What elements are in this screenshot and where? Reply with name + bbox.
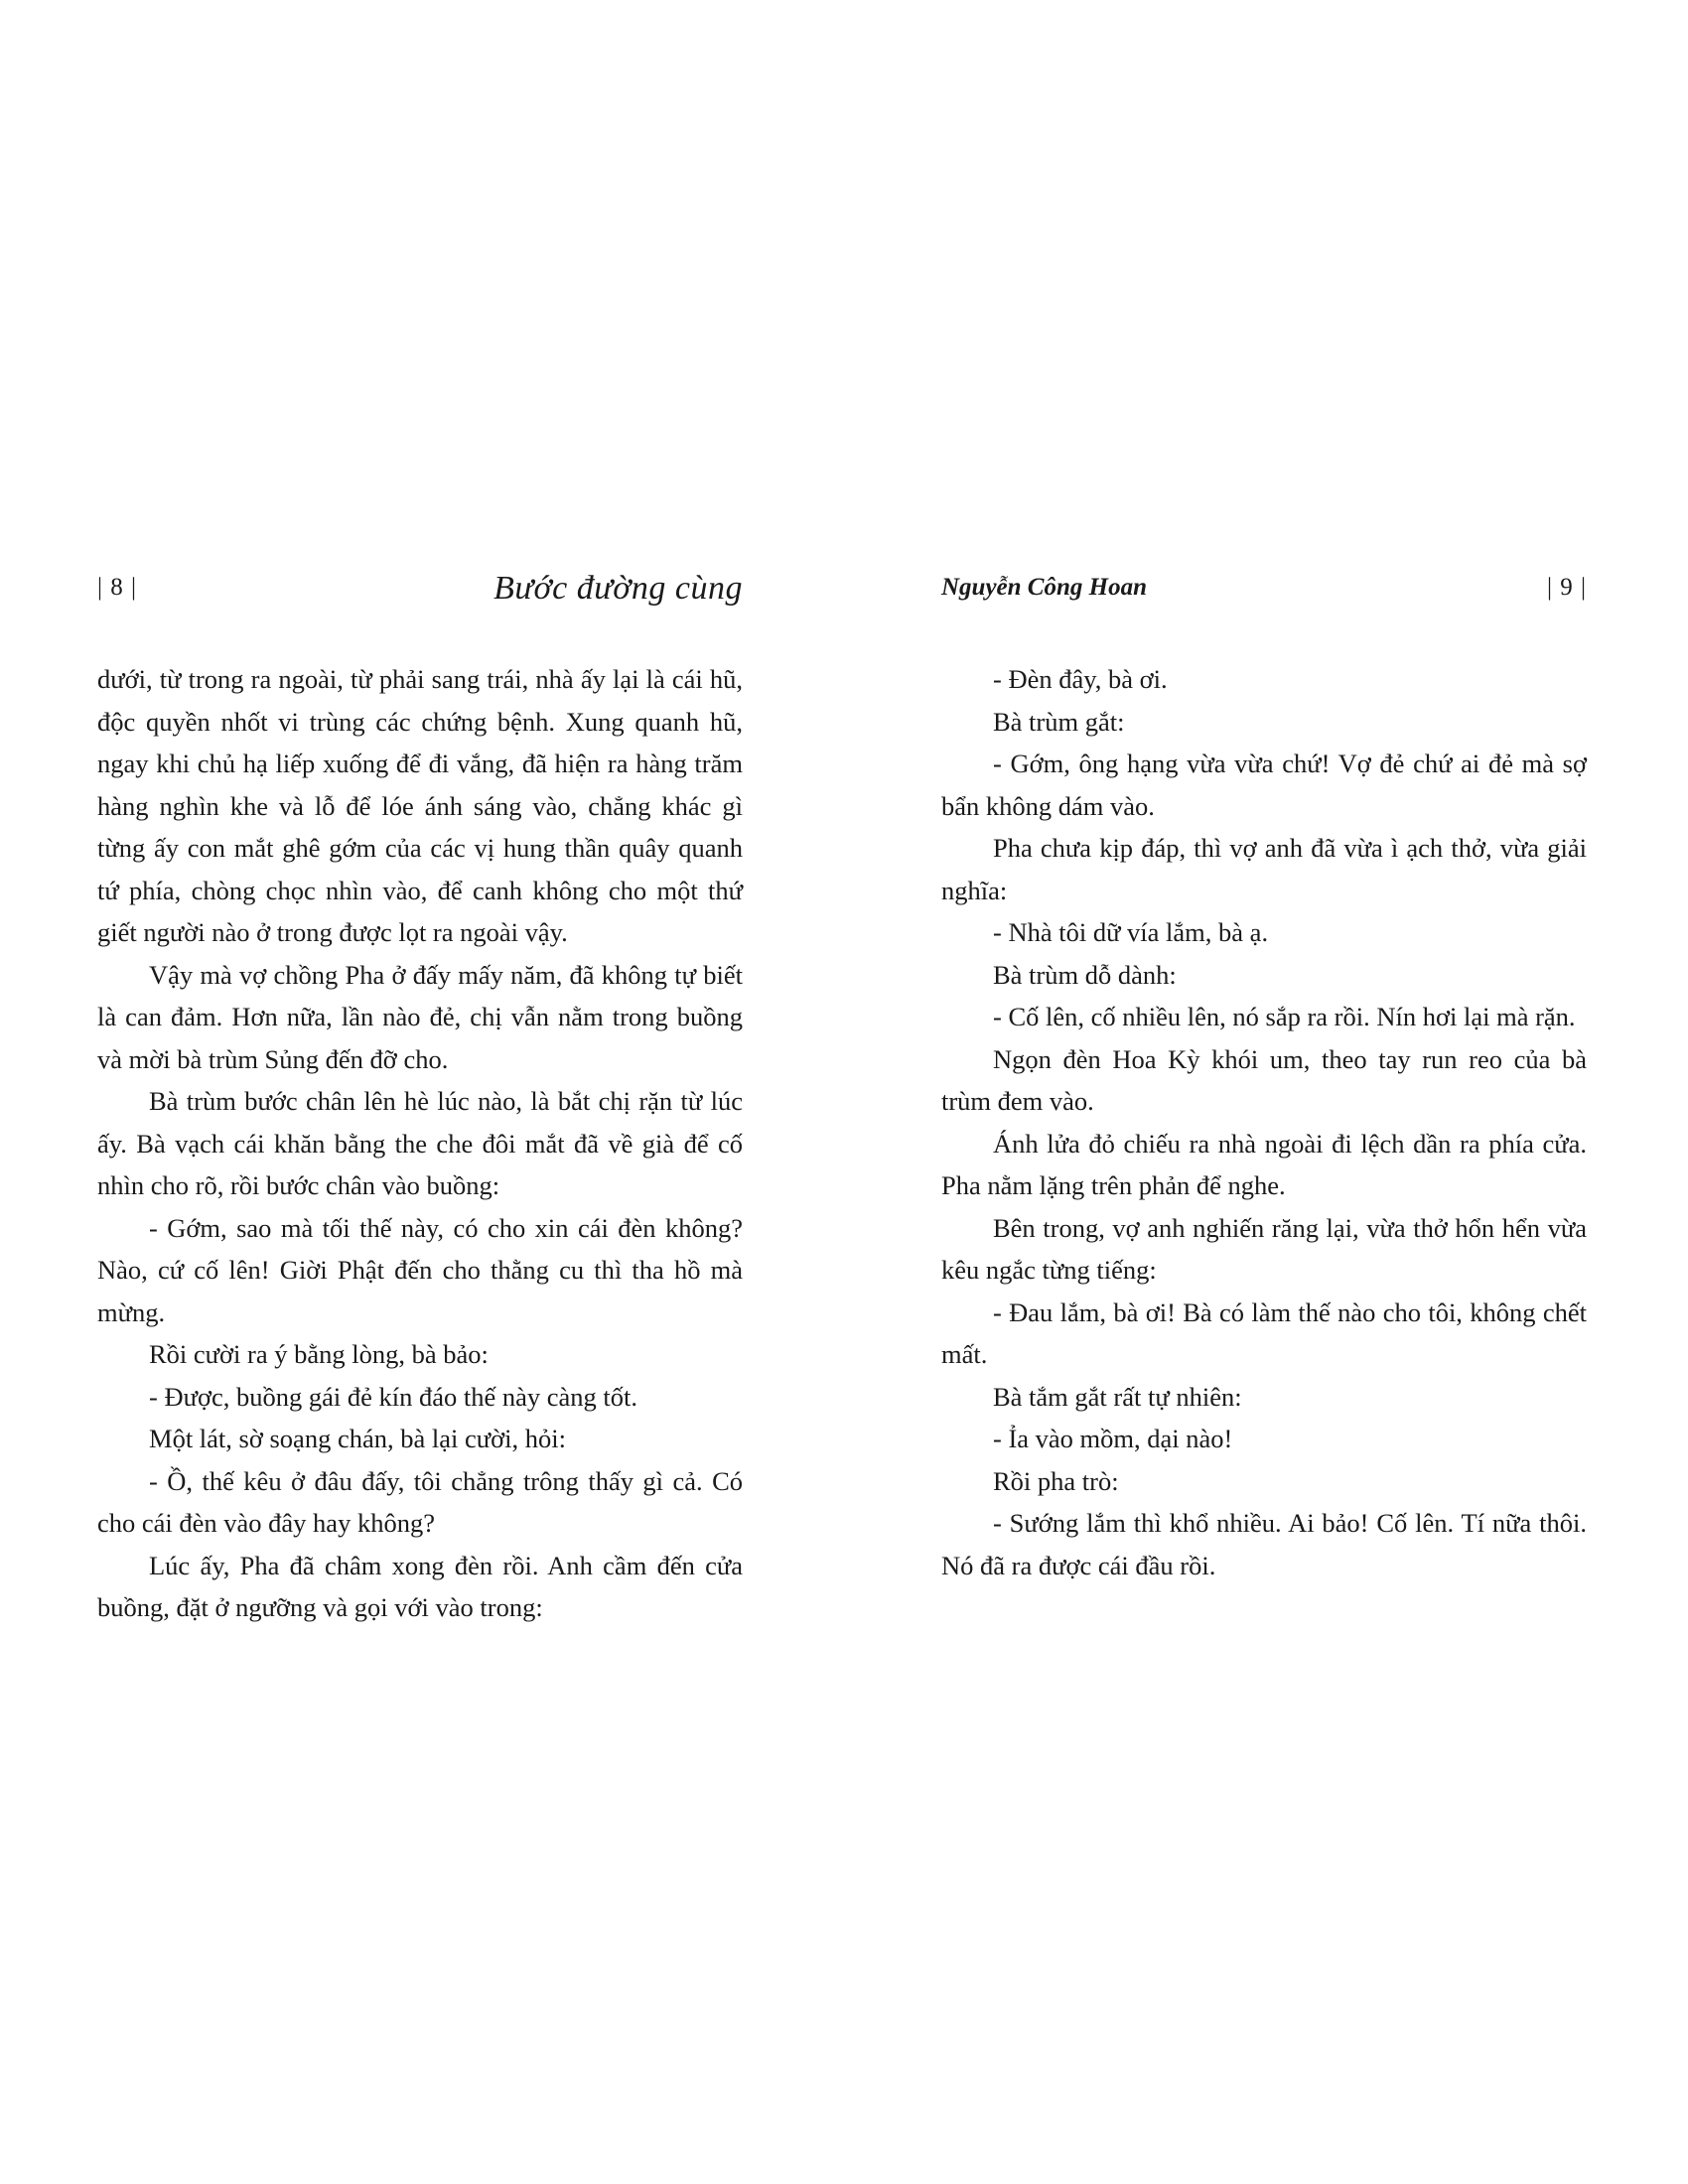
paragraph: Bà trùm gắt: [993, 706, 1125, 737]
paragraph: - Đèn đây, bà ơi. [993, 664, 1168, 694]
paragraph: - Gớm, sao mà tối thế này, có cho xin cái đèn không? Nào, cứ cố lên! Giời Phật đến cho thằng cu thì tha hồ mà mừng. [97, 1212, 743, 1327]
paragraph: Bà tắm gắt rất tự nhiên: [993, 1381, 1242, 1412]
paragraph: dưới, từ trong ra ngoài, từ phải sang trái, nhà ấy lại là cái hũ, độc quyền nhốt vi trùng các chứng bệnh. Xung quanh hũ, ngay khi chủ hạ liếp xuống để đi vắng, đã hiện ra hàng trăm hàng nghìn khe và lỗ để lóe ánh sáng vào, chẳng khác gì từng ấy con mắt ghê gớm của các vị hung thần quây quanh tứ phía, chòng chọc nhìn vào, để canh không cho một thứ giết người nào ở trong được lọt ra ngoài vậy. [97, 664, 743, 947]
right-running-head [941, 574, 1587, 623]
paragraph: Ánh lửa đỏ chiếu ra nhà ngoài đi lệch dần ra phía cửa. Pha nằm lặng trên phản để nghe. [941, 1128, 1587, 1200]
left-running-head [97, 570, 743, 623]
paragraph: - Cố lên, cố nhiều lên, nó sắp ra rồi. Nín hơi lại mà rặn. [993, 1002, 1576, 1031]
left-page [97, 570, 743, 1629]
paragraph: - Ỉa vào mồm, dại nào! [993, 1424, 1233, 1453]
right-page-text [941, 658, 1587, 1586]
page-number-left: | 8 | [97, 574, 138, 601]
paragraph: - Gớm, ông hạng vừa vừa chứ! Vợ đẻ chứ ai đẻ mà sợ bẩn không dám vào. [941, 749, 1587, 821]
paragraph: Một lát, sờ soạng chán, bà lại cười, hỏi: [149, 1424, 566, 1453]
left-page-text [97, 658, 743, 1629]
page-number-right: | 9 | [1546, 574, 1587, 601]
paragraph: Vậy mà vợ chồng Pha ở đấy mấy năm, đã không tự biết là can đảm. Hơn nữa, lần nào đẻ, chị vẫn nằm trong buồng và mời bà trùm Sủng đến đỡ cho. [97, 959, 743, 1074]
paragraph: Bà trùm dỗ dành: [993, 959, 1177, 990]
paragraph: Rồi cười ra ý bằng lòng, bà bảo: [149, 1339, 489, 1369]
paragraph: - Sướng lắm thì khổ nhiều. Ai bảo! Cố lên. Tí nữa thôi. Nó đã ra được cái đầu rồi. [941, 1508, 1587, 1580]
paragraph: - Ồ, thế kêu ở đâu đấy, tôi chẳng trông thấy gì cả. Có cho cái đèn vào đây hay không? [97, 1465, 743, 1538]
paragraph: - Nhà tôi dữ vía lắm, bà ạ. [993, 917, 1269, 947]
paragraph: Bên trong, vợ anh nghiến răng lại, vừa thở hổn hển vừa kêu ngắc từng tiếng: [941, 1212, 1587, 1285]
paragraph: Rồi pha trò: [993, 1465, 1119, 1496]
paragraph: Lúc ấy, Pha đã châm xong đèn rồi. Anh cầm đến cửa buồng, đặt ở ngưỡng và gọi với vào trong: [97, 1550, 743, 1622]
paragraph: Pha chưa kịp đáp, thì vợ anh đã vừa ì ạch thở, vừa giải nghĩa: [941, 833, 1587, 905]
paragraph: - Được, buồng gái đẻ kín đáo thế này càng tốt. [149, 1381, 637, 1412]
paragraph: Bà trùm bước chân lên hè lúc nào, là bắt chị rặn từ lúc ấy. Bà vạch cái khăn bằng the che đôi mắt đã về già để cố nhìn cho rõ, rồi bước chân vào buồng: [97, 1086, 743, 1200]
running-author: Nguyễn Công Hoan [941, 574, 1147, 601]
running-title: Bước đường cùng [493, 570, 743, 607]
paragraph: - Đau lắm, bà ơi! Bà có làm thế nào cho tôi, không chết mất. [941, 1297, 1587, 1369]
paragraph: Ngọn đèn Hoa Kỳ khói um, theo tay run reo của bà trùm đem vào. [941, 1043, 1587, 1116]
right-page [941, 574, 1587, 1586]
